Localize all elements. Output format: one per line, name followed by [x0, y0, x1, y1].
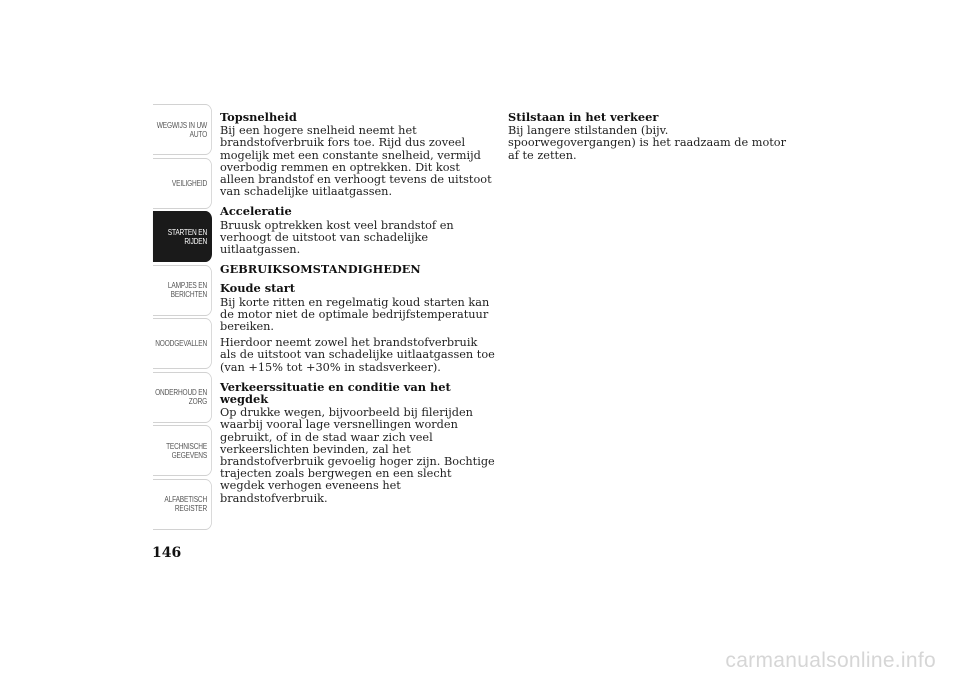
chapter-tabs: [140, 104, 212, 532]
section-gebruiksomstandigheden: [220, 263, 496, 275]
tab-veiligheid[interactable]: [153, 158, 212, 209]
heading-koude-start: Koude start: [220, 281, 296, 296]
section-verkeerssituatie: [220, 381, 496, 505]
tab-label: WEGWIJS IN UW AUTO: [156, 120, 208, 139]
watermark-text: carmanualsonline.info: [725, 649, 936, 672]
paragraph-verkeerssituatie: Op drukke wegen, bijvoorbeeld bij filerijden waarbij vooral lage versnellingen worden gebruikt, of in de stad waar zich veel verkeerslichten bevinden, zal het brandstofverbruik gevoelig hoger zijn. Bochtige trajecten zoals bergwegen en een slecht wegdek verhogen eveneens het brandstofverbruik.: [220, 406, 495, 505]
paragraph-topsnelheid: Bij een hogere snelheid neemt het brandstofverbruik fors toe. Rijd dus zoveel mogelijk met een constante snelheid, vermijd overbodig remmen en optrekken. Dit kost alleen brandstof en verhoogt tevens de uitstoot van schadelijke uitlaatgassen.: [220, 124, 492, 199]
paragraph-koude-start-2: Hierdoor neemt zowel het brandstofverbruik als de uitstoot van schadelijke uitlaatgassen toe (van +15% tot +30% in stadsverkeer).: [220, 336, 495, 374]
tab-label: STARTEN EN RIJDEN: [167, 227, 208, 246]
tab-label: NOODGEVALLEN: [155, 339, 208, 348]
tab-label: VEILIGHEID: [171, 178, 208, 188]
heading-topsnelheid: Topsnelheid: [220, 110, 297, 124]
tab-label: ONDERHOUD EN ZORG: [155, 388, 208, 406]
tab-technische-gegevens[interactable]: [153, 425, 212, 476]
tab-noodgevallen[interactable]: [153, 318, 212, 369]
tab-lampjes-en-berichten[interactable]: [153, 265, 212, 316]
tab-wegwijs-in-uw-auto[interactable]: [153, 104, 212, 155]
tab-onderhoud-en-zorg[interactable]: [153, 372, 212, 423]
paragraph-koude-start-1: Bij korte ritten en regelmatig koud starten kan de motor niet de optimale bedrijfstemperatuur bereiken.: [220, 295, 490, 334]
left-column: [220, 111, 496, 512]
page-number: 146: [152, 545, 182, 561]
section-stilstaan: [508, 111, 788, 162]
tab-label: TECHNISCHE GEGEVENS: [166, 441, 208, 460]
tab-label: ALFABETISCH REGISTER: [164, 495, 208, 513]
paragraph-stilstaan: Bij langere stilstanden (bijv. spoorwegovergangen) is het raadzaam de motor af te zetten.: [508, 124, 787, 162]
heading-verkeerssituatie: Verkeerssituatie en conditie van het wegdek: [220, 379, 451, 407]
tab-starten-en-rijden[interactable]: [153, 211, 212, 262]
section-koude-start: [220, 282, 496, 373]
section-topsnelheid: [220, 111, 496, 198]
section-title: GEBRUIKSOMSTANDIGHEDEN: [220, 262, 421, 277]
paragraph-acceleratie: Bruusk optrekken kost veel brandstof en verhoogt de uitstoot van schadelijke uitlaatgassen.: [220, 218, 454, 257]
tab-alfabetisch-register[interactable]: [153, 479, 212, 530]
section-acceleratie: [220, 205, 496, 256]
right-column: [508, 111, 788, 169]
tab-label: LAMPJES EN BERICHTEN: [167, 281, 208, 299]
heading-acceleratie: Acceleratie: [220, 204, 292, 219]
heading-stilstaan: Stilstaan in het verkeer: [508, 110, 659, 124]
